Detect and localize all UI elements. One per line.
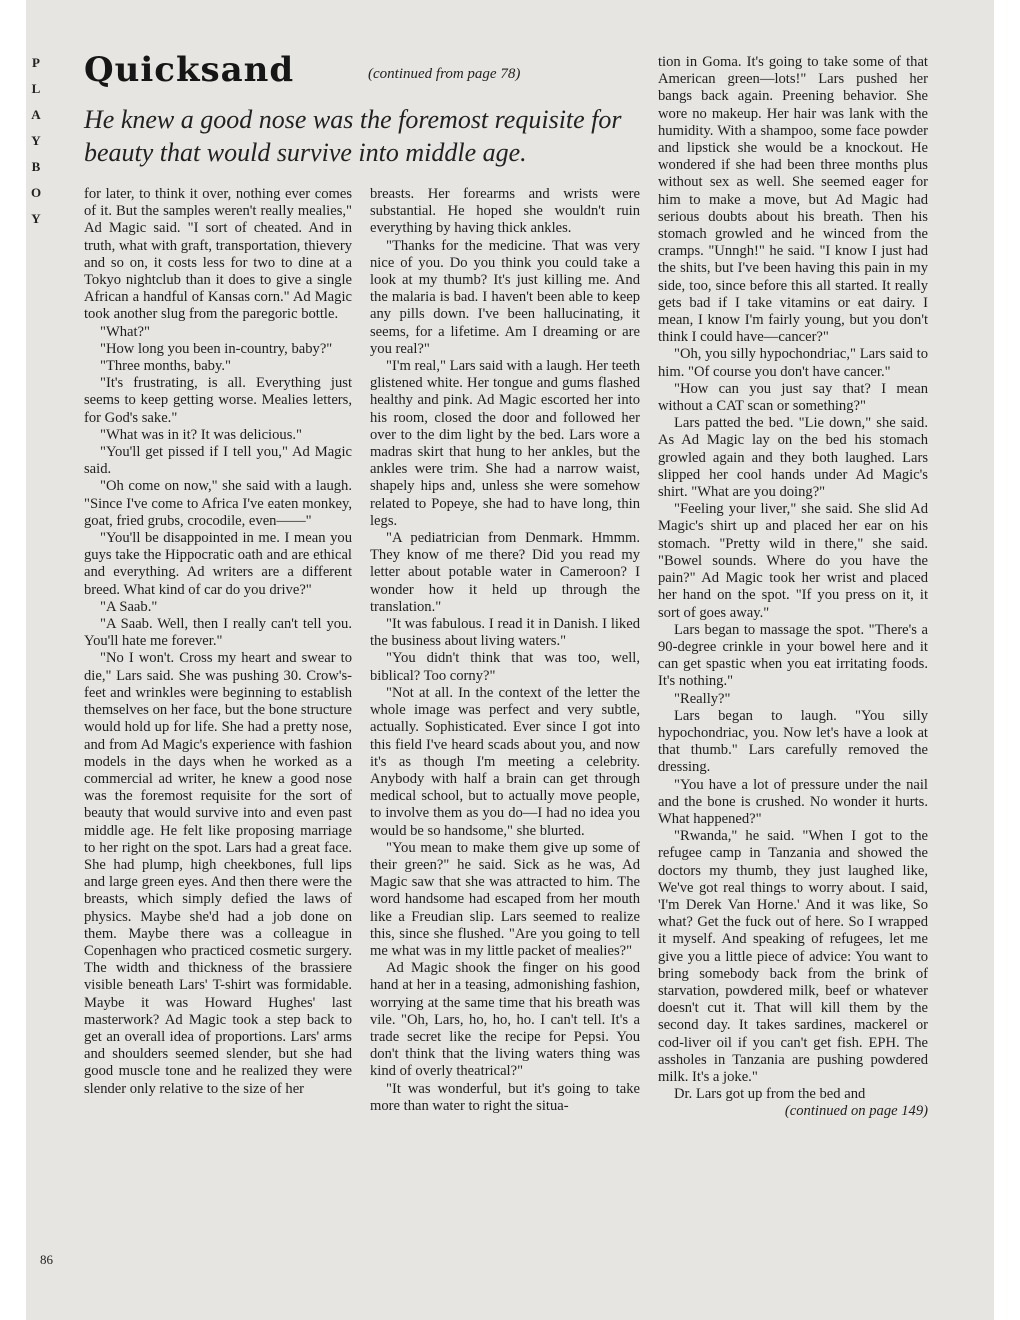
paragraph: "It was wonderful, but it's going to take more than water to right the situa- <box>370 1080 640 1114</box>
paragraph: "Oh come on now," she said with a laugh. "Since I've come to Africa I've eaten monkey, goat, fried grubs, crocodile, even——" <box>84 478 352 529</box>
paragraph: "How can you just say that? I mean without a CAT scan or something?" <box>658 380 928 415</box>
text-column-3 <box>658 54 928 1121</box>
paragraph: "How long you been in-country, baby?" <box>100 340 333 357</box>
section-label-letter: A <box>31 107 41 122</box>
article-title: Quicksand <box>84 50 295 90</box>
section-label-letter: Y <box>31 133 41 148</box>
paragraph: "Thanks for the medicine. That was very nice of you. Do you think you could take a look at my thumb? It's just killing me. And the malaria is bad. I haven't been able to keep any pills down. I've been hallucinating, it seems, for a lifetime. Am I dreaming or are you real?" <box>370 237 640 357</box>
paragraph: "You'll be disappointed in me. I mean you guys take the Hippocratic oath and are ethical and everything. Ad writers are a different breed. What kind of car do you drive?" <box>84 530 352 598</box>
text-column-1 <box>84 186 352 1098</box>
section-label-letter: B <box>31 159 41 174</box>
paragraph: "You mean to make them give up some of their green?" he said. Sick as he was, Ad Magic saw that she was attracted to him. The word handsome had escaped from her mouth like a Freudian slip. Lars seemed to realize this, since she flushed. "Are you going to tell me what was in my little packet of mealies?" <box>370 839 640 959</box>
paragraph: "You have a lot of pressure under the nail and the bone is crushed. No wonder it hurts. What happened?" <box>658 776 928 827</box>
paragraph: "It's frustrating, is all. Everything just seems to keep getting worse. Mealies letters, for God's sake." <box>84 375 352 426</box>
text-column-2 <box>370 186 640 1115</box>
paragraph: "No I won't. Cross my heart and swear to die," Lars said. She was pushing 30. Crow's-feet and wrinkles were beginning to establish themselves on her face, but the bone structure would hold up for life. She had a pretty nose, and from Ad Magic's experience with fashion models in the days when he worked as a commercial ad writer, he knew a good nose was the foremost requisite for the sort of beauty that would survive into and even past middle age. He felt like proposing marriage to her right on the spot. Lars had a great face. She had plump, high cheekbones, full lips and large green eyes. And then there were the breasts, which simply defied the laws of physics. Maybe she'd had a job done on them. Maybe there was a colleague in Copenhagen who practiced cosmetic surgery. The width and thickness of the brassiere visible beneath Lars' T-shirt was formidable. Maybe it was Howard Hughes' last masterwork? Ad Magic took a step back to get an overall idea of proportions. Lars' arms and shoulders seemed slender, but she had good muscle tone and he realized they were slender only relative to the size of her <box>84 650 352 1097</box>
section-label-letter: O <box>30 185 42 200</box>
paragraph: for later, to think it over, nothing ever comes of it. But the samples weren't really mealies," Ad Magic said. "I sort of cheated. And in truth, what with graft, transportation, thievery and so on, it costs less for two to dine at a Tokyo nightclub than it does to give a single African a handful of Kansas corn." Ad Magic took another slug from the paregoric bottle. <box>84 186 352 323</box>
continued-on-note: (continued on page 149) <box>784 1103 928 1120</box>
paragraph: "A pediatrician from Denmark. Hmmm. They know of me there? Did you read my letter about potable water in Cameroon? I wonder how it held up through the translation." <box>370 530 640 615</box>
section-label <box>28 50 44 232</box>
paragraph: "You didn't think that was too, well, biblical? Too corny?" <box>370 650 640 684</box>
paragraph: breasts. Her forearms and wrists were substantial. He hoped she wouldn't ruin everything by having thick ankles. <box>370 186 640 237</box>
section-label-letter: P <box>32 55 40 70</box>
continued-from-note: (continued from page 78) <box>368 66 521 82</box>
paragraph: Lars began to massage the spot. "There's a 90-degree crinkle in your bowel here and it can get spastic when you eat irritating foods. It's nothing." <box>658 621 928 690</box>
paragraph: "A Saab." <box>100 598 158 615</box>
paragraph: "What?" <box>100 323 150 340</box>
paragraph: "It was fabulous. I read it in Danish. I liked the business about living waters." <box>370 616 640 650</box>
page-number: 86 <box>40 1252 53 1267</box>
paragraph: "Three months, baby." <box>100 358 231 375</box>
paragraph: "Really?" <box>674 690 731 707</box>
paragraph: "Feeling your liver," she said. She slid Ad Magic's shirt up and placed her ear on his stomach. "Pretty wild in there," she said. "Bowel sounds. Where do you have the pain?" Ad Magic took her wrist and placed her hand on the spot. "If you press on it, it sort of goes away." <box>658 501 928 621</box>
section-label-letter: Y <box>31 211 41 226</box>
paragraph: "Rwanda," he said. "When I got to the refugee camp in Tanzania and showed the doctors my thumb, they just laughed like, We've got real things to worry about. I said, 'I'm Derek Van Horne.' And it was like, So what? Get the fuck out of here. So I wrapped it myself. And speaking of refugees, let me give you a little piece of advice: You want to bring somebody back from the brink of starvation, powdered milk, beef or whatever doesn't cut it. That will kill them by the second day. It takes sardines, mackerel or cod-liver oil if you can't get fish. EPH. The assholes in Tanzania are pushing powdered milk. It's a joke." <box>658 828 928 1085</box>
paragraph: "What was in it? It was delicious." <box>100 426 302 443</box>
paragraph: "I'm real," Lars said with a laugh. Her teeth glistened white. Her tongue and gums flashed healthy and pink. Ad Magic escorted her into his room, closed the door and followed her over to the dim light by the bed. Lars wore a madras skirt that hung to her ankles, but the ankles were trim. She had a narrow waist, shapely hips and, unless she were somehow related to Popeye, she had to have long, thin legs. <box>370 358 640 529</box>
paragraph: "A Saab. Well, then I really can't tell you. You'll hate me forever." <box>84 616 352 650</box>
paragraph: Lars patted the bed. "Lie down," she said. As Ad Magic lay on the bed his stomach growled again and they both laughed. Lars slipped her cool hands under Ad Magic's shirt. "What are you doing?" <box>658 415 928 501</box>
paragraph: Ad Magic shook the finger on his good hand at her in a teasing, admonishing fashion, worrying at the same time that his breath was vile. "Oh, Lars, ho, ho, ho. I can't tell. It's a trade secret like the recipe for Pepsi. You don't think that the living waters thing was kind of overly theatrical?" <box>370 960 640 1080</box>
paragraph: Lars began to laugh. "You silly hypochondriac, you. Now let's have a look at that thumb." Lars carefully removed the dressing. <box>658 707 928 776</box>
paragraph: "Oh, you silly hypochondriac," Lars said to him. "Of course you don't have cancer." <box>658 346 928 380</box>
article-deck: He knew a good nose was the foremost requisite for beauty that would survive into middle age. <box>84 105 622 167</box>
section-label-letter: L <box>31 81 41 96</box>
paragraph: tion in Goma. It's going to take some of that American green—lots!" Lars pushed her bangs back again. Preening behavior. She wore no makeup. Her hair was lank with the humidity. With a shampoo, some face powder and lipstick she would be a knockout. He wondered if she had been three months plus without sex as well. She seemed eager for him to make a move, but Ad Magic had serious doubts about his breath. Then his stomach growled and he winced from the cramps. "Unngh!" he said. "I know I just had the shits, but I've been having this pain in my side, too, since before this all started. It really gets bad if I take vitamins or eat dairy. I mean, I know I'm fairly young, but you don't think I could have—cancer?" <box>658 54 928 346</box>
paragraph: Dr. Lars got up from the bed and <box>674 1086 866 1103</box>
paragraph: "You'll get pissed if I tell you," Ad Magic said. <box>84 444 352 478</box>
paragraph: "Not at all. In the context of the letter the whole image was perfect and very subtle, actually. Sophisticated. Ever since I got into this field I've heard scads about you, and now it's as though I'm meeting a celebrity. Anybody with half a brain can get through medical school, but to actually move people, to involve them as you do—I had no idea you would be so handsome," she blurted. <box>370 684 640 839</box>
